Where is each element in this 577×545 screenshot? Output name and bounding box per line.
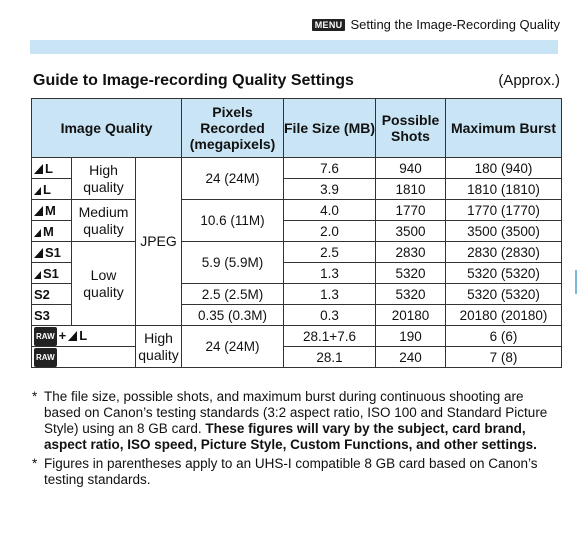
shots-cell: 190 bbox=[376, 326, 446, 347]
footnotes bbox=[32, 389, 562, 491]
file-size-cell: 2.0 bbox=[284, 221, 376, 242]
normal-compression-icon bbox=[34, 271, 41, 279]
footnote-text bbox=[44, 456, 562, 488]
file-size-cell: 28.1+7.6 bbox=[284, 326, 376, 347]
quality-icon-cell bbox=[32, 242, 72, 263]
quality-table bbox=[31, 98, 562, 368]
shots-cell: 1770 bbox=[376, 200, 446, 221]
quality-icon-cell bbox=[32, 200, 72, 221]
section-title: Guide to Image-recording Quality Settings bbox=[33, 72, 354, 89]
group-medium-quality: Medium quality bbox=[72, 200, 136, 242]
fine-compression-icon bbox=[34, 248, 43, 258]
approx-label: (Approx.) bbox=[498, 72, 560, 89]
burst-cell: 1810 (1810) bbox=[446, 179, 562, 200]
pixels-cell: 5.9 (5.9M) bbox=[182, 242, 284, 284]
quality-code: S1 bbox=[45, 244, 61, 260]
quality-code: L bbox=[43, 181, 51, 197]
quality-icon-cell bbox=[32, 158, 72, 179]
quality-code: L bbox=[45, 160, 53, 176]
shots-cell: 940 bbox=[376, 158, 446, 179]
shots-cell: 240 bbox=[376, 347, 446, 368]
header-max-burst: Maximum Burst bbox=[446, 99, 562, 158]
group-high-quality: High quality bbox=[72, 158, 136, 200]
table-row bbox=[32, 200, 562, 221]
quality-code: S2 bbox=[34, 286, 50, 302]
burst-cell: 2830 (2830) bbox=[446, 242, 562, 263]
footnote bbox=[32, 456, 562, 488]
quality-icon-cell bbox=[32, 179, 72, 200]
pixels-cell: 24 (24M) bbox=[182, 326, 284, 368]
header-file-size: File Size (MB) bbox=[284, 99, 376, 158]
burst-cell: 20180 (20180) bbox=[446, 305, 562, 326]
pixels-cell: 24 (24M) bbox=[182, 158, 284, 200]
fine-compression-icon bbox=[34, 206, 43, 216]
quality-icon-cell bbox=[32, 305, 72, 326]
footnote-plain: The file size, possible shots, and maximum burst during continuous shooting are based on Canon’s testing standards (3:2 aspect ratio, ISO 100 and Standard Picture Style) using an 8 GB card. bbox=[44, 389, 548, 436]
file-size-cell: 4.0 bbox=[284, 200, 376, 221]
quality-icon-cell bbox=[32, 221, 72, 242]
footnote-bold: These figures will vary by the subject, card brand, aspect ratio, ISO speed, Picture Style, Custom Functions, and other settings. bbox=[44, 421, 537, 452]
footnote-star: * bbox=[32, 456, 38, 471]
burst-cell: 5320 (5320) bbox=[446, 284, 562, 305]
quality-icon-cell bbox=[32, 263, 72, 284]
table-row bbox=[32, 326, 562, 347]
header-image-quality: Image Quality bbox=[32, 99, 182, 158]
table-row bbox=[32, 158, 562, 179]
pixels-cell: 2.5 (2.5M) bbox=[182, 284, 284, 305]
shots-cell: 2830 bbox=[376, 242, 446, 263]
footnote-star: * bbox=[32, 389, 38, 404]
burst-cell: 7 (8) bbox=[446, 347, 562, 368]
footnote-text bbox=[44, 389, 562, 453]
quality-code: M bbox=[43, 223, 54, 239]
burst-cell: 5320 (5320) bbox=[446, 263, 562, 284]
raw-icon: RAW bbox=[34, 327, 57, 346]
normal-compression-icon bbox=[34, 187, 41, 195]
pixels-cell: 0.35 (0.3M) bbox=[182, 305, 284, 326]
quality-icon-cell bbox=[32, 347, 136, 368]
footnote bbox=[32, 389, 562, 453]
table-row bbox=[32, 242, 562, 263]
file-size-cell: 2.5 bbox=[284, 242, 376, 263]
file-size-cell: 28.1 bbox=[284, 347, 376, 368]
shots-cell: 5320 bbox=[376, 263, 446, 284]
footnote-plain: Figures in parentheses apply to an UHS-I compatible 8 GB card based on Canon’s testing standards. bbox=[44, 456, 538, 487]
quality-code: S3 bbox=[34, 307, 50, 323]
file-size-cell: 0.3 bbox=[284, 305, 376, 326]
table-header-row bbox=[32, 99, 562, 158]
burst-cell: 180 (940) bbox=[446, 158, 562, 179]
group-low-quality: Low quality bbox=[72, 242, 136, 326]
pixels-cell: 10.6 (11M) bbox=[182, 200, 284, 242]
burst-cell: 1770 (1770) bbox=[446, 200, 562, 221]
shots-cell: 5320 bbox=[376, 284, 446, 305]
file-size-cell: 3.9 bbox=[284, 179, 376, 200]
plus-sign: + bbox=[58, 327, 67, 343]
header-pixels: Pixels Recorded (megapixels) bbox=[182, 99, 284, 158]
table-row bbox=[32, 347, 562, 368]
file-size-cell: 1.3 bbox=[284, 263, 376, 284]
burst-cell: 6 (6) bbox=[446, 326, 562, 347]
header-bar bbox=[30, 40, 558, 54]
quality-code: L bbox=[79, 327, 88, 343]
burst-cell: 3500 (3500) bbox=[446, 221, 562, 242]
header-title: Setting the Image-Recording Quality bbox=[350, 17, 560, 32]
quality-icon-cell bbox=[32, 326, 136, 347]
quality-icon-cell bbox=[32, 284, 72, 305]
shots-cell: 20180 bbox=[376, 305, 446, 326]
file-size-cell: 7.6 bbox=[284, 158, 376, 179]
menu-badge: MENU bbox=[312, 19, 346, 31]
group-raw-high-quality: High quality bbox=[136, 326, 182, 368]
header-possible-shots: Possible Shots bbox=[376, 99, 446, 158]
shots-cell: 1810 bbox=[376, 179, 446, 200]
fine-compression-icon bbox=[34, 164, 43, 174]
quality-code: S1 bbox=[43, 265, 59, 281]
fine-compression-icon bbox=[68, 331, 77, 341]
file-size-cell: 1.3 bbox=[284, 284, 376, 305]
normal-compression-icon bbox=[34, 229, 41, 237]
raw-icon: RAW bbox=[34, 348, 57, 367]
shots-cell: 3500 bbox=[376, 221, 446, 242]
jpeg-label: JPEG bbox=[136, 158, 182, 326]
page-header bbox=[312, 17, 560, 32]
quality-code: M bbox=[45, 202, 56, 218]
